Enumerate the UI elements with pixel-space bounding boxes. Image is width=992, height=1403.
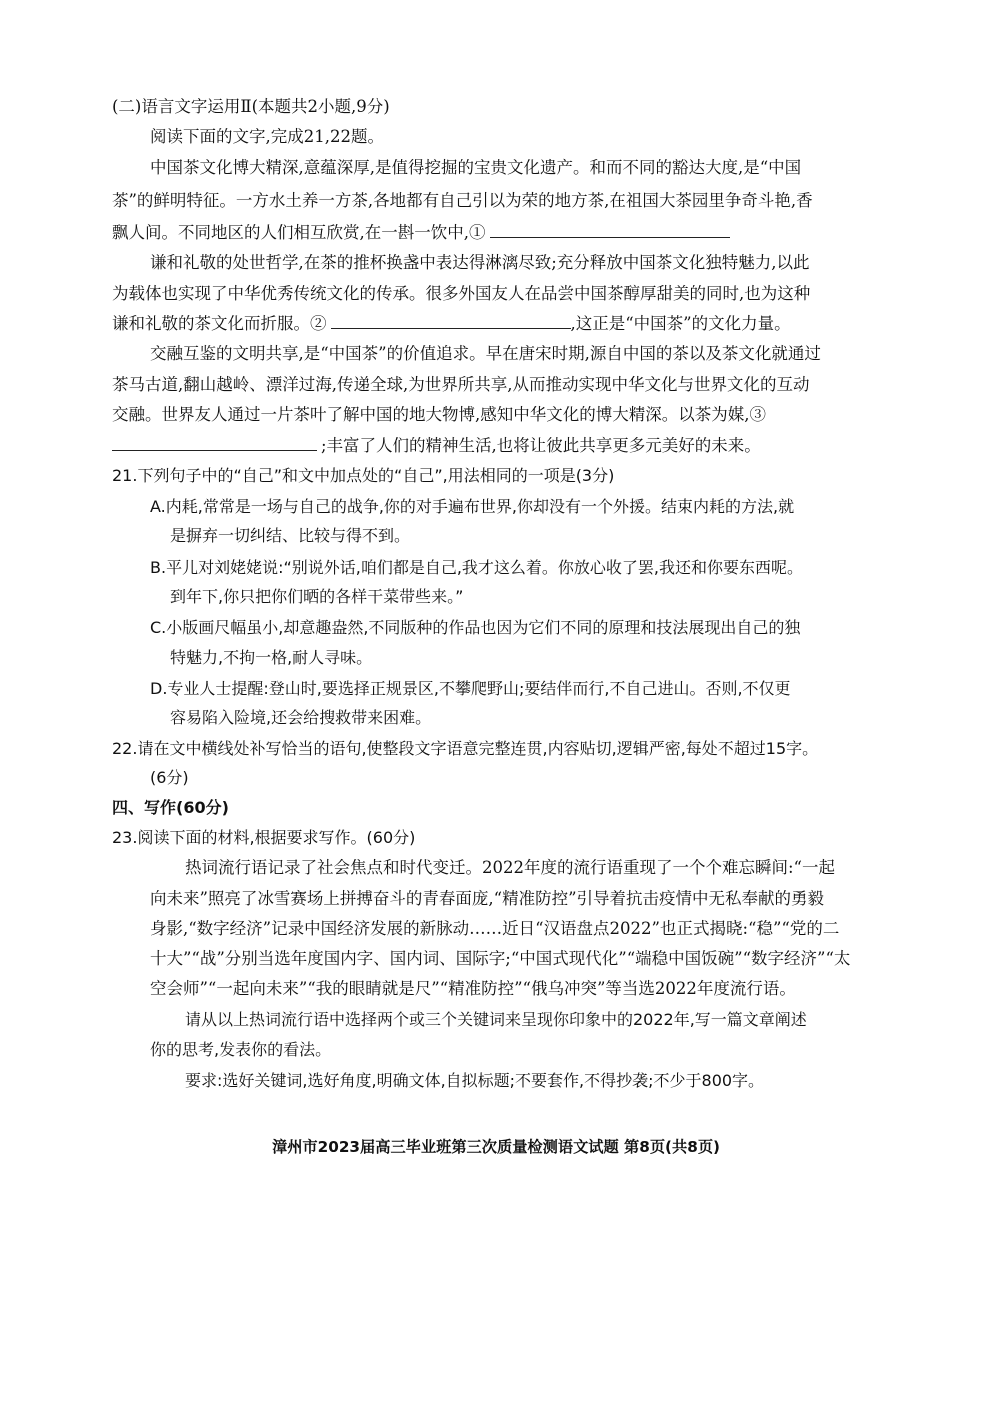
option-b: B.平儿对刘姥姥说:“别说外话,咱们都是自己,我才这么着。你放心收了罢,我还和你要东西呢。 <box>150 558 804 577</box>
answer-blank-2 <box>331 314 571 329</box>
reading-instruction: 阅读下面的文字,完成21,22题。 <box>150 127 384 146</box>
option-d: D.专业人士提醒:登山时,要选择正规景区,不攀爬野山;要结伴而行,不自己进山。否则,不仅更 <box>150 679 791 698</box>
material-line: 热词流行语记录了社会焦点和时代变迁。2022年度的流行语重现了一个个难忘瞬间:“一起 <box>185 858 835 877</box>
passage-text: ;丰富了人们的精神生活,也将让彼此共享更多元美好的未来。 <box>321 436 761 455</box>
passage-line: 谦和礼敬的处世哲学,在茶的推杯换盏中表达得淋漓尽致;充分释放中国茶文化独特魅力,以此 <box>150 253 810 272</box>
material-line: 身影,“数字经济”记录中国经济发展的新脉动……近日“汉语盘点2022”也正式揭晓:“稳”“党的二 <box>150 919 840 938</box>
passage-line: 为载体也实现了中华优秀传统文化的传承。很多外国友人在品尝中国茶醇厚甜美的同时,也为这种 <box>112 284 811 303</box>
option-c: C.小版画尺幅虽小,却意趣盎然,不同版种的作品也因为它们不同的原理和技法展现出自己的独 <box>150 618 801 637</box>
material-line: 空会师”“一起向未来”“我的眼睛就是尺”“精准防控”“俄乌冲突”等当选2022年度流行语。 <box>150 979 796 998</box>
passage-line-with-blank-3 <box>112 435 761 457</box>
writing-task-line: 请从以上热词流行语中选择两个或三个关键词来呈现你印象中的2022年,写一篇文章阐述 <box>185 1010 807 1029</box>
page-footer: 漳州市2023届高三毕业班第三次质量检测语文试题 第8页(共8页) <box>272 1138 720 1156</box>
material-line: 向未来”照亮了冰雪赛场上拼搏奋斗的青春面庞,“精准防控”引导着抗击疫情中无私奉献的勇毅 <box>150 889 825 908</box>
question-23-stem: 23.阅读下面的材料,根据要求写作。(60分) <box>112 828 416 847</box>
passage-text: ,这正是“中国茶”的文化力量。 <box>570 314 791 333</box>
option-a: A.内耗,常常是一场与自己的战争,你的对手遍布世界,你却没有一个外援。结束内耗的方法,就 <box>150 497 795 516</box>
passage-line: 茶马古道,翻山越岭、漂洋过海,传递全球,为世界所共享,从而推动实现中华文化与世界文化的互动 <box>112 375 810 394</box>
passage-line-with-blank-1 <box>112 222 730 244</box>
passage-line: 茶”的鲜明特征。一方水土养一方茶,各地都有自己引以为荣的地方茶,在祖国大茶园里争奇斗艳,香 <box>112 191 813 210</box>
question-22-stem: 22.请在文中横线处补写恰当的语句,使整段文字语意完整连贯,内容贴切,逻辑严密,每处不超过15字。 <box>112 739 819 758</box>
passage-line: 交融互鉴的文明共享,是“中国茶”的价值追求。早在唐宋时期,源自中国的茶以及茶文化就通过 <box>150 344 821 363</box>
answer-blank-3 <box>112 436 317 451</box>
passage-text: 谦和礼敬的茶文化而折服。② <box>112 314 327 333</box>
material-line: 十大”“战”分别当选年度国内字、国内词、国际字;“中国式现代化”“端稳中国饭碗”“数字经济”“太 <box>150 949 851 968</box>
section-heading: (二)语言文字运用Ⅱ(本题共2小题,9分) <box>112 97 390 116</box>
writing-requirements: 要求:选好关键词,选好角度,明确文体,自拟标题;不要套作,不得抄袭;不少于800字。 <box>185 1071 765 1090</box>
passage-line-with-blank-2 <box>112 313 791 335</box>
passage-line: 中国茶文化博大精深,意蕴深厚,是值得挖掘的宝贵文化遗产。和而不同的豁达大度,是“中国 <box>150 158 802 177</box>
passage-text: 飘人间。不同地区的人们相互欣赏,在一斟一饮中,① <box>112 223 486 242</box>
writing-section-heading: 四、写作(60分) <box>112 798 229 817</box>
passage-line: 交融。世界友人通过一片茶叶了解中国的地大物博,感知中华文化的博大精深。以茶为媒,③ <box>112 405 766 424</box>
option-b-cont: 到年下,你只把你们晒的各样干菜带些来。” <box>170 587 464 606</box>
question-22-score: (6分) <box>150 768 189 787</box>
answer-blank-1 <box>490 223 730 238</box>
question-21-stem: 21.下列句子中的“自己”和文中加点处的“自己”,用法相同的一项是(3分) <box>112 466 615 485</box>
option-d-cont: 容易陷入险境,还会给搜救带来困难。 <box>170 708 432 727</box>
option-a-cont: 是摒弃一切纠结、比较与得不到。 <box>170 526 411 545</box>
writing-task-line: 你的思考,发表你的看法。 <box>150 1040 332 1059</box>
option-c-cont: 特魅力,不拘一格,耐人寻味。 <box>170 648 373 667</box>
